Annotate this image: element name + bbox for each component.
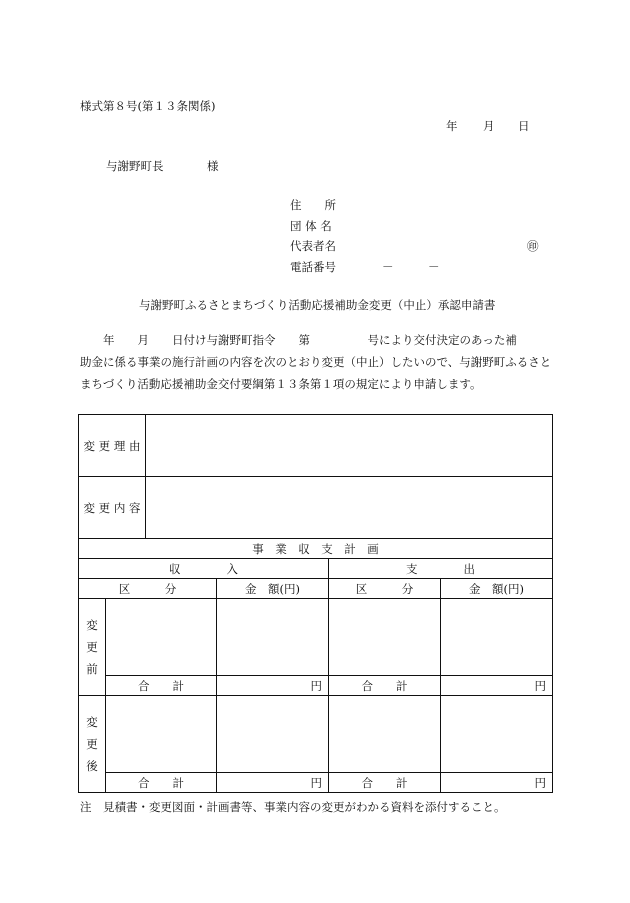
before-income-total-yen[interactable]: 円: [217, 676, 329, 696]
attachment-note: 注 見積書・変更図面・計画書等、事業内容の変更がわかる資料を添付すること。: [80, 800, 506, 814]
date-month-label: 月: [483, 119, 495, 133]
income-category-heading: 区 分: [79, 579, 217, 599]
expense-category-heading: 区 分: [329, 579, 441, 599]
after-expense-total-label: 合 計: [329, 773, 441, 793]
plan-heading: 事 業 収 支 計 画: [79, 539, 553, 559]
document-title: 与謝野町ふるさとまちづくり活動応援補助金変更（中止）承認申請書: [139, 298, 496, 312]
body-paragraph: [80, 329, 550, 395]
before-change-label: [79, 599, 106, 696]
body-line-2: 助金に係る事業の施行計画の内容を次のとおり変更（中止）したいので、与謝野町ふるさと: [80, 355, 552, 369]
change-form-table: [78, 414, 553, 793]
income-amount-heading: 金 額(円): [217, 579, 329, 599]
date-year-label: 年: [446, 119, 458, 133]
before-income-category-cell[interactable]: [106, 599, 217, 676]
change-content-label: 変 更 内 容: [79, 477, 146, 539]
after-expense-total-yen[interactable]: 円: [441, 773, 553, 793]
body-line-3: まちづくり活動応援補助金交付要綱第１３条第１項の規定により申請します。: [80, 377, 482, 391]
phone-label: 電話番号: [290, 260, 336, 274]
expense-heading: 支 出: [329, 559, 553, 579]
after-change-label: [79, 696, 106, 793]
seal-mark: ㊞: [527, 239, 539, 253]
phone-dash-2: －: [428, 260, 440, 274]
before-expense-category-cell[interactable]: [329, 599, 441, 676]
expense-amount-heading: 金 額(円): [441, 579, 553, 599]
after-char-3: 後: [86, 759, 98, 773]
representative-label: 代表者名: [290, 239, 336, 253]
form-number: 様式第８号(第１３条関係): [80, 99, 216, 113]
change-reason-field[interactable]: [146, 415, 553, 477]
after-char-2: 更: [86, 737, 98, 751]
before-expense-total-yen[interactable]: 円: [441, 676, 553, 696]
after-income-category-cell[interactable]: [106, 696, 217, 773]
date-day-label: 日: [518, 119, 530, 133]
after-income-total-label: 合 計: [106, 773, 217, 793]
before-char-1: 変: [86, 618, 98, 632]
after-income-total-yen[interactable]: 円: [217, 773, 329, 793]
before-income-total-label: 合 計: [106, 676, 217, 696]
change-content-field[interactable]: [146, 477, 553, 539]
before-char-2: 更: [86, 640, 98, 654]
before-expense-total-label: 合 計: [329, 676, 441, 696]
body-line-1: 年 月 日付け与謝野町指令 第 号により交付決定のあった補: [80, 333, 517, 347]
addressee-name: 与謝野町長: [106, 159, 164, 173]
before-char-3: 前: [86, 662, 98, 676]
income-heading: 収 入: [79, 559, 329, 579]
after-income-amount-cell[interactable]: [217, 696, 329, 773]
before-expense-amount-cell[interactable]: [441, 599, 553, 676]
address-label: 住 所: [290, 198, 336, 212]
phone-dash-1: －: [382, 260, 394, 274]
after-char-1: 変: [86, 715, 98, 729]
change-reason-label: 変 更 理 由: [79, 415, 146, 477]
org-name-label: 団 体 名: [290, 219, 332, 233]
before-income-amount-cell[interactable]: [217, 599, 329, 676]
after-expense-category-cell[interactable]: [329, 696, 441, 773]
after-expense-amount-cell[interactable]: [441, 696, 553, 773]
addressee-honorific: 様: [207, 159, 219, 173]
